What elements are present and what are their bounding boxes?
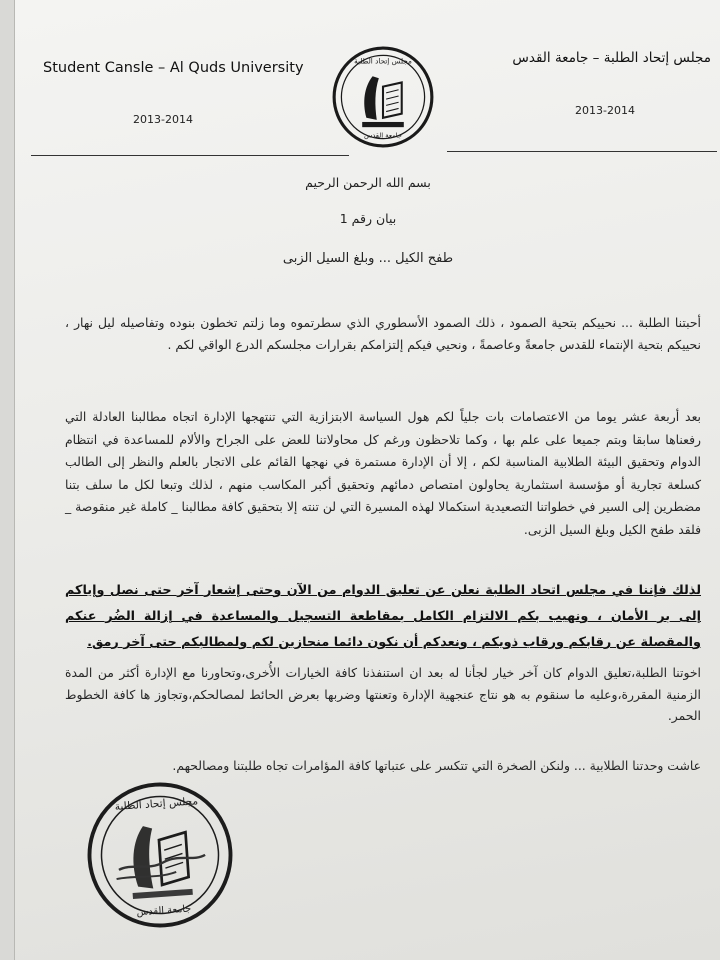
seal-bottom-text: جامعة القدس (364, 131, 402, 140)
header-rule-left (31, 155, 349, 156)
header-rule-right (447, 151, 717, 152)
statement-subtitle: طفح الكيل ... وبلغ السيل الزبى (282, 251, 454, 266)
paragraph-explanation: اخوتنا الطلبة،تعليق الدوام كان آخر خيار لجأنا له بعد ان استنفذنا كافة الخيارات الأُخرى،وتحاورنا مع الإدارة أكثر من المدة الزمنية المقررة،وعليه ما سنقوم به هو نتاج عنجهية الإدارة وتعنتها وضربها بعرض الحائط لمصالحكم،وتجاوز ها كافة الخطوط الحمر. (65, 665, 701, 723)
council-stamp-icon (80, 775, 240, 935)
statement-number: بيان رقم 1 (339, 211, 397, 226)
paragraph-announcement: لذلك فإننا في مجلس اتحاد الطلبة نعلن عن تعليق الدوام من الآن وحتى إشعار آخر حتى نصل وإياكم إلى بر الأمان ، ونهيب بكم الالتزام الكامل بمقاطعة التسجيل والمساعدة في إزالة الضُر عنكم والمقصلة عن رقابكم ورقاب ذويكم ، ونعدكم أن نكون دائما منحازين لكم ولمطالبكم حتى آخر رمق. (65, 583, 701, 650)
paragraph-closing: عاشت وحدتنا الطلابية ... ولنكن الصخرة التي تتكسر على عتباتها كافة المؤامرات تجاه طلبتنا ومصالحهم. (172, 758, 701, 773)
seal-top-text: مجلس إتحاد الطلبة (354, 56, 412, 66)
header-english-name: Student Cansle – Al Quds University (43, 60, 304, 76)
header-year-left: 2013-2014 (133, 113, 193, 126)
paragraph-greeting: أحبتنا الطلبة ... نحييكم بتحية الصمود ، ذلك الصمود الأسطوري الذي سطرتموه وما زلتم تخطون بنوده وتفاصيله ليل نهار ، نحييكم بتحية الإنتماء للقدس جامعةً وعاصمةً ، ونحيي فيكم إلتزامكم بقرارات مجلسكم الدرع الواقي لكم . (65, 315, 701, 352)
basmala: بسم الله الرحمن الرحيم (305, 175, 431, 190)
document-page (14, 0, 720, 960)
stamp-top-text: مجلس إتحاد الطلبة (114, 795, 199, 814)
header-arabic-name: مجلس إتحاد الطلبة – جامعة القدس (512, 50, 711, 66)
council-seal-icon (331, 45, 435, 149)
header-year-right: 2013-2014 (575, 104, 635, 117)
paragraph-context: بعد أربعة عشر يوما من الاعتصامات بات جلياً لكم هول السياسة الابتزازية التي تنتهجها الإدارة اتجاه مطالبنا العادلة التي رفعناها سابقا وبتم جميعا على علم بها ، وكما تلاحظون ورغم كل محاولاتنا للعض على الجراح والألام للمساعدة في انتظام الدوام وتحقيق البيئة الطلابية المناسبة لكم ، إلا أن الإدارة مستمرة في نهجها القائم على الاتجار بالعلم والنظر إلى الطالب كسلعة تجارية أو مؤسسة استثمارية يحاولون امتصاص دمائهم وتحقيق أكبر المكاسب منهم ، لذلك وتبعا لكل ما سلف بتنا مضطرين إلى السير في خطواتنا التصعيدية استكمالا لهذه المسيرة التي لن تنته إلا بتحقيق كافة مطالبنا _ كاملة غير منقوصة _ فلقد طفح الكيل وبلغ السيل الزبى. (65, 409, 701, 537)
stamp-bottom-text: جامعة القدس (136, 903, 192, 919)
